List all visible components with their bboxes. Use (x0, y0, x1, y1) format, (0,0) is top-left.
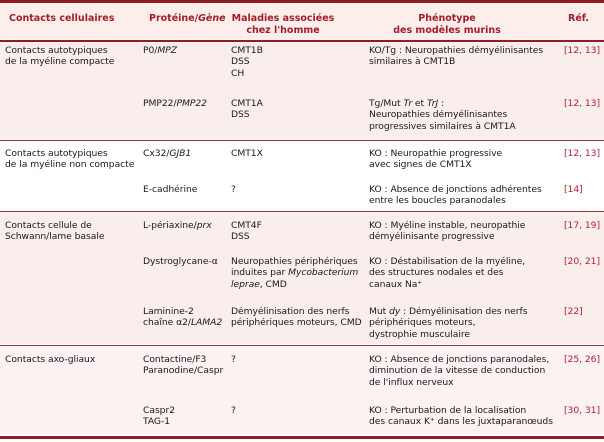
reference: [22] (564, 306, 583, 317)
phenotype: KO : Neuropathie progressive avec signes de CMT1X (369, 148, 503, 171)
header-contacts: Contacts cellulaires (9, 13, 115, 24)
contact-type: Contacts cellule de Schwann/lame basale (5, 220, 105, 243)
protein-gene: Laminine-2 chaîne α2/LAMA2 (143, 306, 223, 329)
reference: [17, 19] (564, 220, 600, 231)
contact-type: Contacts autotypiques de la myéline compacte (5, 45, 115, 68)
phenotype: Tg/Mut Tr et TrJ : Neuropathies démyélinisantes progressives similaires à CMT1A (369, 98, 516, 132)
separator (0, 211, 604, 212)
contact-type: Contacts axo-gliaux (5, 354, 96, 365)
header-ref: Réf. (568, 13, 589, 24)
reference: [14] (564, 184, 583, 195)
reference: [30, 31] (564, 405, 600, 416)
bottom-rule (0, 436, 604, 439)
disease-list: ? (231, 405, 236, 416)
reference: [12, 13] (564, 45, 600, 56)
reference: [12, 13] (564, 148, 600, 159)
reference: [20, 21] (564, 256, 600, 267)
header-diseases: Maladies associées chez l'homme (231, 13, 335, 36)
protein-gene: E-cadhérine (143, 184, 198, 195)
protein-gene: L-périaxine/prx (143, 220, 212, 231)
disease-list: ? (231, 184, 236, 195)
phenotype: Mut dy : Démyélinisation des nerfs périphériques moteurs, dystrophie musculaire (369, 306, 528, 340)
phenotype: KO : Absence de jonctions adhérentes entre les boucles paranodales (369, 184, 542, 207)
separator (0, 140, 604, 141)
protein-gene: PMP22/PMP22 (143, 98, 207, 109)
disease-list: CMT4F DSS (231, 220, 262, 243)
table-header (0, 3, 604, 40)
disease-list: Neuropathies périphériques induites par Mycobacterium leprae, CMD (231, 256, 359, 290)
disease-list: CMT1X (231, 148, 263, 159)
protein-gene: Caspr2 TAG-1 (143, 405, 175, 428)
phenotype: KO : Déstabilisation de la myéline, des structures nodales et des canaux Na⁺ (369, 256, 526, 290)
separator (0, 345, 604, 346)
phenotype: KO : Myéline instable, neuropathie démyélinisante progressive (369, 220, 526, 243)
reference: [25, 26] (564, 354, 600, 365)
disease-list: CMT1B DSS CH (231, 45, 263, 79)
protein-gene: Contactine/F3 Paranodine/Caspr (143, 354, 224, 377)
protein-gene: Dystroglycane-α (143, 256, 218, 267)
reference: [12, 13] (564, 98, 600, 109)
phenotype: KO : Perturbation de la localisation des canaux K⁺ dans les juxtaparanœuds (369, 405, 553, 428)
disease-list: Démyélinisation des nerfs périphériques moteurs, CMD (231, 306, 362, 329)
header-phenotype: Phénotype des modèles murins (393, 13, 501, 36)
contact-type: Contacts autotypiques de la myéline non compacte (5, 148, 135, 171)
header-protein: Protéine/Gène (149, 13, 226, 24)
protein-gene: P0/MPZ (143, 45, 177, 56)
disease-list: ? (231, 354, 236, 365)
disease-list: CMT1A DSS (231, 98, 263, 121)
protein-gene: Cx32/GJB1 (143, 148, 192, 159)
phenotype: KO/Tg : Neuropathies démyélinisantes similaires à CMT1B (369, 45, 544, 68)
phenotype: KO : Absence de jonctions paranodales, diminution de la vitesse de conduction de l'influx nerveux (369, 354, 550, 388)
